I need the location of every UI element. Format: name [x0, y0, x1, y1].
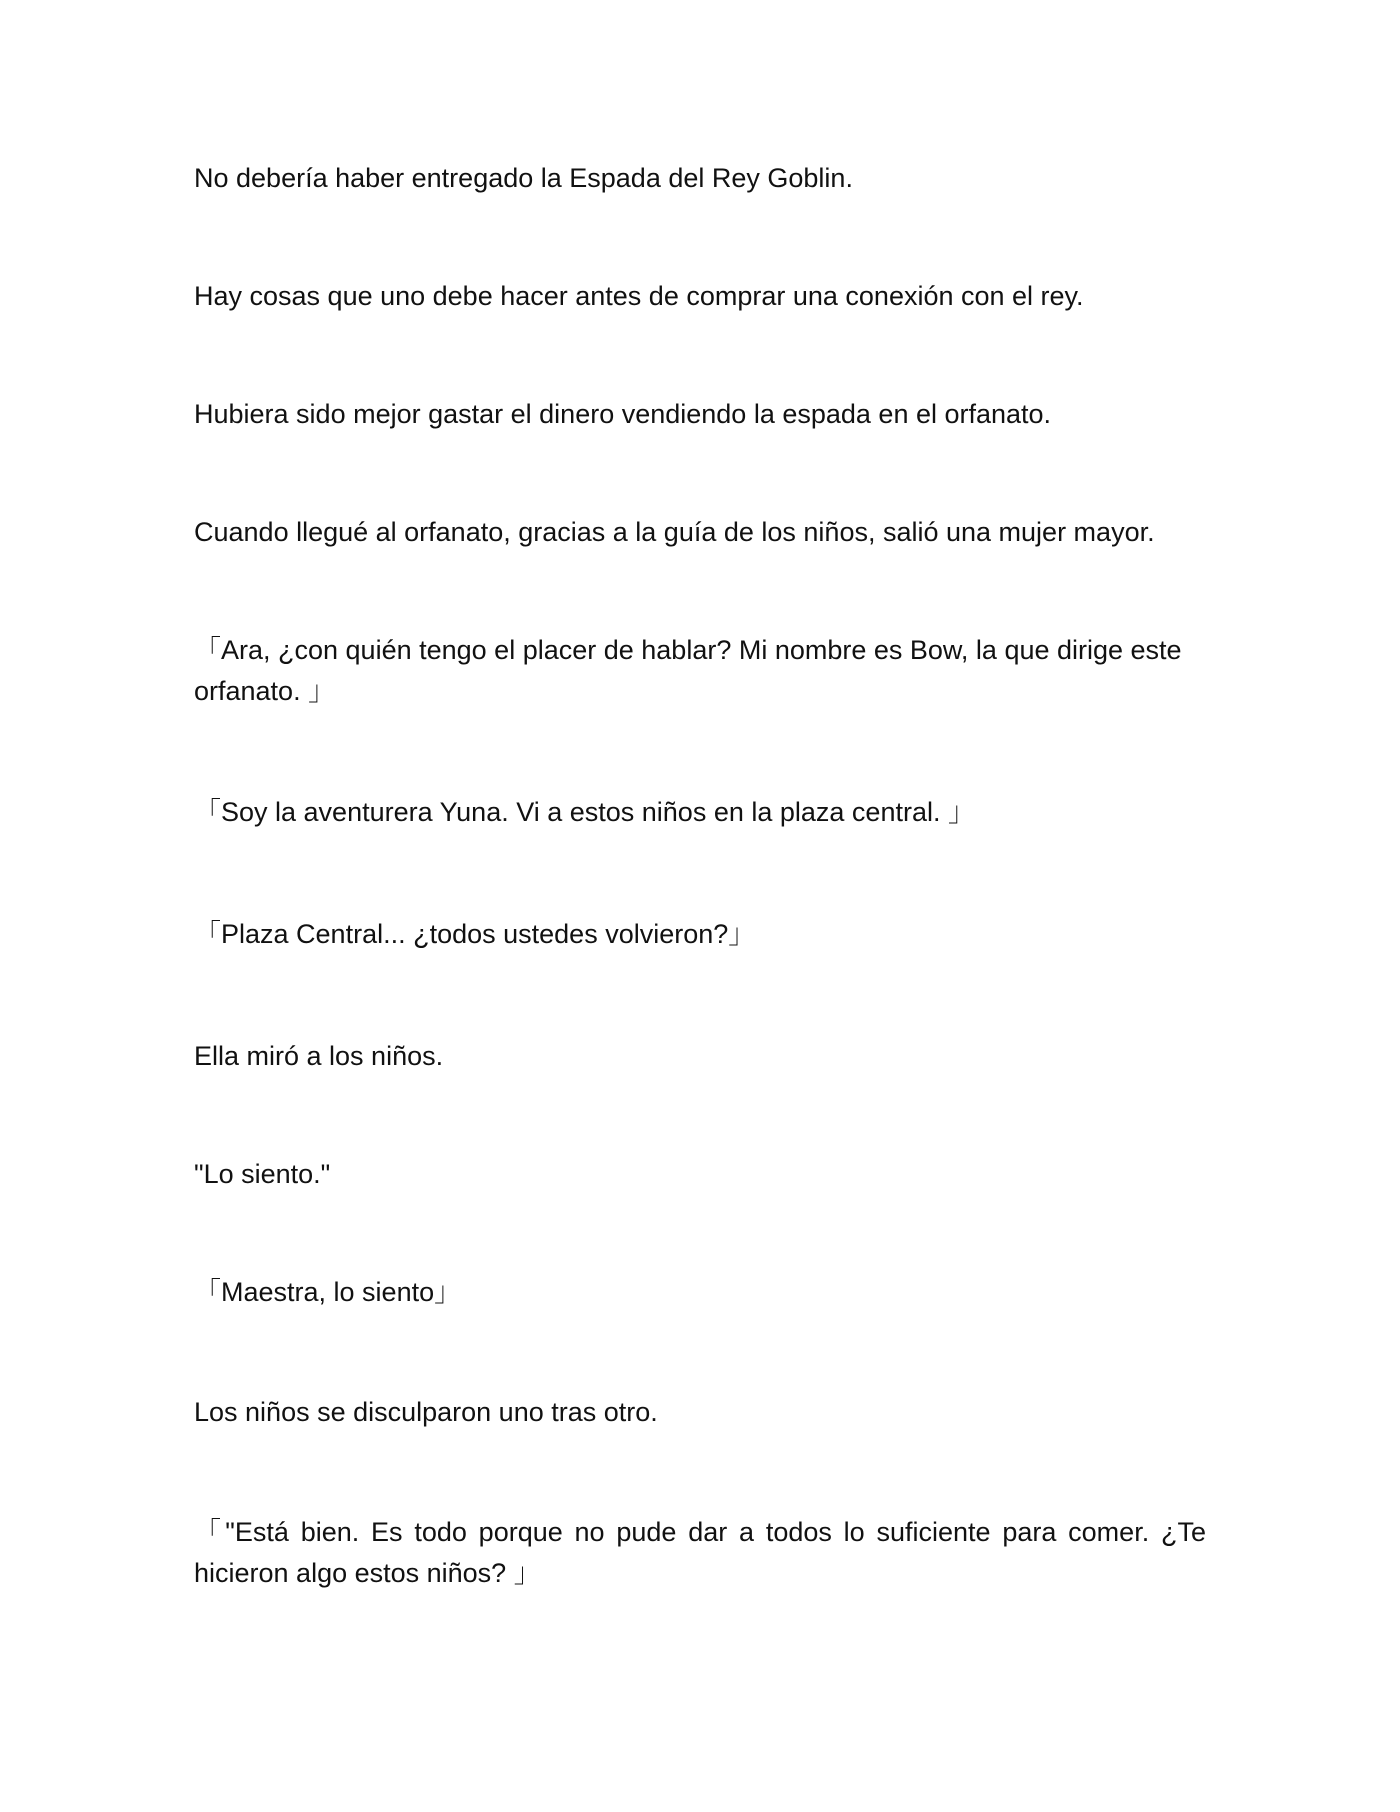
- paragraph-2: Hay cosas que uno debe hacer antes de comprar una conexión con el rey.: [194, 281, 1084, 311]
- paragraph-5: 「Ara, ¿con quién tengo el placer de hablar? Mi nombre es Bow, la que dirige este orfanato. 」: [194, 635, 1182, 706]
- paragraph-1: No debería haber entregado la Espada del Rey Goblin.: [194, 163, 853, 193]
- paragraph-9: "Lo siento.": [194, 1159, 331, 1189]
- paragraph-12: 「"Está bien. Es todo porque no pude dar a todos lo suficiente para comer. ¿Te hicieron algo estos niños? 」: [194, 1517, 1206, 1588]
- paragraph-8: Ella miró a los niños.: [194, 1041, 444, 1071]
- paragraph-4: Cuando llegué al orfanato, gracias a la guía de los niños, salió una mujer mayor.: [194, 517, 1155, 547]
- paragraph-3: Hubiera sido mejor gastar el dinero vendiendo la espada en el orfanato.: [194, 399, 1052, 429]
- paragraph-6: 「Soy la aventurera Yuna. Vi a estos niños en la plaza central. 」: [194, 797, 975, 827]
- paragraph-10: 「Maestra, lo siento」: [194, 1277, 462, 1307]
- paragraph-7: 「Plaza Central... ¿todos ustedes volvieron?」: [194, 919, 756, 949]
- paragraph-11: Los niños se disculparon uno tras otro.: [194, 1397, 658, 1427]
